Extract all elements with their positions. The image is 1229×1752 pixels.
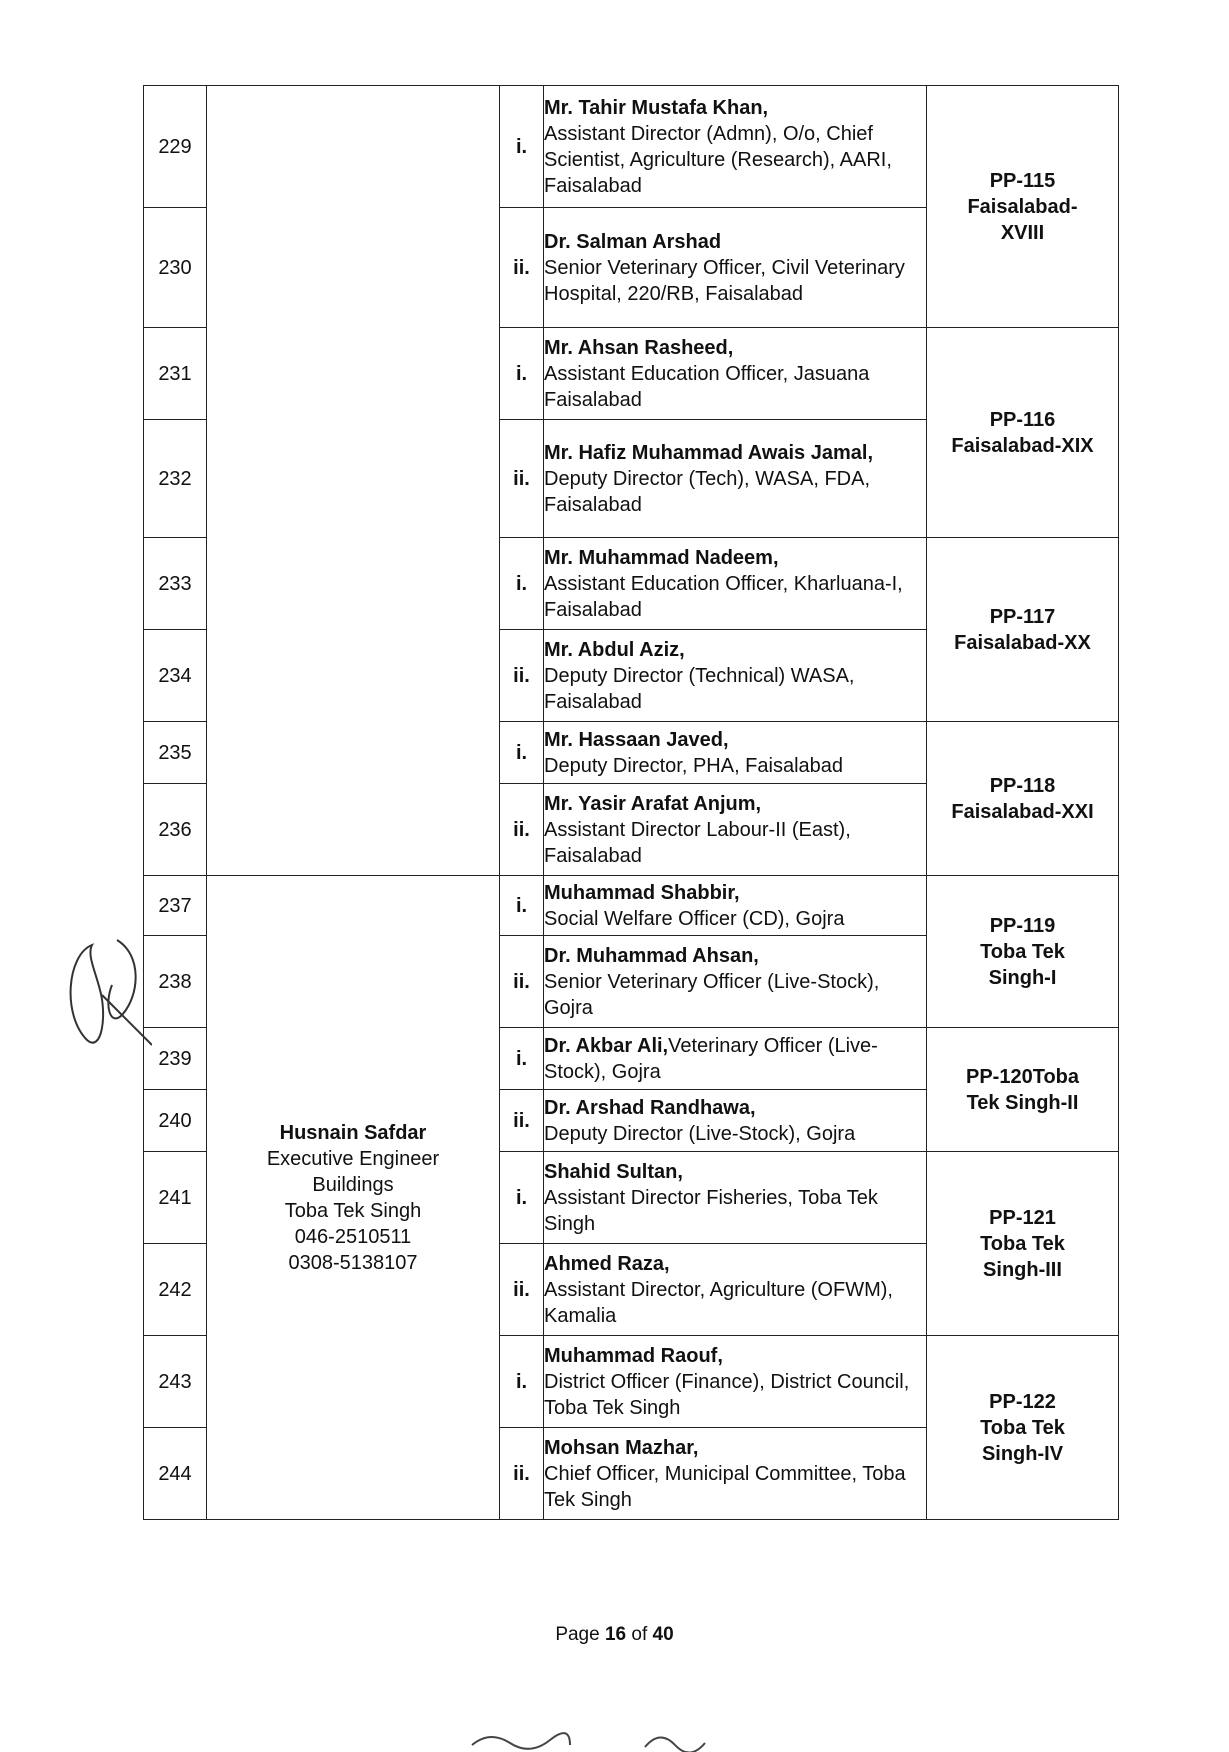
officer-details: Senior Veterinary Officer, Civil Veterinary Hospital, 220/RB, Faisalabad [544,256,905,305]
roman-index: i. [500,1152,544,1244]
constituency-cell [927,86,1119,328]
roman-index: i. [500,876,544,936]
constituency-cell [927,876,1119,1028]
officer-cell [544,328,927,420]
officer-details: Assistant Director (Admn), O/o, Chief Scientist, Agriculture (Research), AARI, Faisalabad [544,122,892,197]
returning-officer-cell-blank [207,86,500,876]
constituency-name: Tek Singh-II [966,1091,1079,1114]
page-total: 40 [652,1624,674,1645]
constituency-name: Toba Tek [980,1416,1065,1439]
constituency-code: PP-116 [989,408,1056,431]
officer-details: District Officer (Finance), District Council, Toba Tek Singh [544,1370,910,1419]
officer-name: Dr. Arshad Randhawa, [544,1096,756,1119]
serial-number: 233 [144,538,207,630]
returning-officer-mobile: 0308-5138107 [288,1251,418,1274]
serial-number: 236 [144,784,207,876]
page-prefix: Page [555,1624,600,1645]
officer-name: Dr. Muhammad Ahsan, [544,944,759,967]
officer-details: Assistant Director Labour-II (East), Faisalabad [544,818,851,867]
officer-details: Veterinary Officer (Live-Stock), Gojra [544,1034,878,1083]
roman-index: ii. [500,1244,544,1336]
officer-name: Mr. Ahsan Rasheed, [544,336,734,359]
roman-index: ii. [500,208,544,328]
table-row [144,876,1119,936]
serial-number: 244 [144,1428,207,1520]
constituency-cell [927,1028,1119,1152]
constituency-code: PP-115 [989,169,1056,192]
constituency-name: Faisalabad- [967,195,1078,218]
officer-details: Assistant Education Officer, Kharluana-I, Faisalabad [544,572,903,621]
officer-details: Deputy Director (Tech), WASA, FDA, Faisalabad [544,467,870,516]
constituency-code: PP-118 [989,774,1056,797]
serial-number: 229 [144,86,207,208]
officer-details: Deputy Director (Live-Stock), Gojra [544,1122,856,1145]
roman-index: ii. [500,1090,544,1152]
officer-name: Ahmed Raza, [544,1252,670,1275]
roman-index: ii. [500,936,544,1028]
serial-number: 235 [144,722,207,784]
serial-number: 238 [144,936,207,1028]
officer-cell [544,1428,927,1520]
constituency-cell [927,1336,1119,1520]
roman-index: i. [500,86,544,208]
officer-name: Mr. Hassaan Javed, [544,728,729,751]
officer-details: Chief Officer, Municipal Committee, Toba Tek Singh [544,1462,906,1511]
page-current: 16 [604,1624,627,1645]
constituency-name: Faisalabad-XXI [951,800,1094,823]
constituency-code: PP-122 [989,1390,1056,1413]
roman-index: i. [500,328,544,420]
officer-name: Mr. Abdul Aziz, [544,638,685,661]
officer-cell [544,876,927,936]
constituency-name: Toba Tek [980,940,1065,963]
officer-cell [544,208,927,328]
roman-index: i. [500,722,544,784]
serial-number: 232 [144,420,207,538]
officer-name: Mr. Muhammad Nadeem, [544,546,779,569]
constituency-name: Faisalabad-XIX [951,434,1094,457]
officer-cell [544,86,927,208]
officer-cell [544,1028,927,1090]
handwritten-initial [62,935,152,1055]
constituency-name-cont: XVIII [1000,221,1045,244]
table-row [144,86,1119,208]
officer-name: Mr. Yasir Arafat Anjum, [544,792,762,815]
serial-number: 240 [144,1090,207,1152]
roman-index: i. [500,1028,544,1090]
officer-cell [544,722,927,784]
officer-name: Mr. Tahir Mustafa Khan, [544,96,769,119]
constituency-code: PP-120Toba [966,1065,1079,1088]
serial-number: 234 [144,630,207,722]
constituency-code: PP-121 [989,1206,1056,1229]
officer-cell [544,538,927,630]
officer-cell [544,1336,927,1428]
roster-table [143,85,1119,1520]
roman-index: ii. [500,1428,544,1520]
officer-name: Mohsan Mazhar, [544,1436,699,1459]
roman-index: i. [500,1336,544,1428]
serial-number: 242 [144,1244,207,1336]
serial-number: 241 [144,1152,207,1244]
serial-number: 243 [144,1336,207,1428]
officer-cell [544,1244,927,1336]
page-of: of [631,1624,648,1645]
stamp-marks [470,1725,760,1752]
constituency-cell [927,538,1119,722]
officer-name: Dr. Akbar Ali, [544,1034,669,1057]
roman-index: ii. [500,420,544,538]
officer-cell [544,420,927,538]
serial-number: 231 [144,328,207,420]
officer-details: Deputy Director, PHA, Faisalabad [544,754,844,777]
officer-details: Assistant Education Officer, Jasuana Faisalabad [544,362,870,411]
constituency-name-cont: Singh-I [988,966,1057,989]
roman-index: i. [500,538,544,630]
returning-officer-place: Toba Tek Singh [284,1199,422,1222]
officer-name: Muhammad Raouf, [544,1344,723,1367]
constituency-cell [927,328,1119,538]
officer-details: Social Welfare Officer (CD), Gojra [544,907,845,930]
officer-details: Deputy Director (Technical) WASA, Faisalabad [544,664,855,713]
serial-number: 237 [144,876,207,936]
officer-cell [544,1152,927,1244]
officer-line [544,1033,926,1085]
officer-cell [544,1090,927,1152]
constituency-name: Faisalabad-XX [954,631,1091,654]
returning-officer-name: Husnain Safdar [279,1121,427,1144]
officer-details: Assistant Director Fisheries, Toba Tek Singh [544,1186,878,1235]
officer-name: Mr. Hafiz Muhammad Awais Jamal, [544,441,873,464]
officer-name: Shahid Sultan, [544,1160,683,1183]
officer-name: Muhammad Shabbir, [544,881,740,904]
constituency-cell [927,722,1119,876]
returning-officer-office: Buildings [312,1173,394,1196]
constituency-code: PP-117 [989,605,1056,628]
returning-officer-phone: 046-2510511 [294,1225,412,1248]
serial-number: 239 [144,1028,207,1090]
constituency-cell [927,1152,1119,1336]
serial-number: 230 [144,208,207,328]
officer-details: Assistant Director, Agriculture (OFWM), Kamalia [544,1278,893,1327]
officer-details: Senior Veterinary Officer (Live-Stock), Gojra [544,970,880,1019]
returning-officer-designation: Executive Engineer [266,1147,440,1170]
constituency-name-cont: Singh-III [983,1258,1062,1281]
roman-index: ii. [500,784,544,876]
page-number [0,1624,1229,1646]
constituency-name-cont: Singh-IV [981,1442,1064,1465]
constituency-code: PP-119 [989,914,1056,937]
officer-cell [544,936,927,1028]
constituency-name: Toba Tek [980,1232,1065,1255]
returning-officer-cell [207,876,500,1520]
officer-cell [544,784,927,876]
officer-name: Dr. Salman Arshad [544,230,722,253]
roman-index: ii. [500,630,544,722]
officer-cell [544,630,927,722]
